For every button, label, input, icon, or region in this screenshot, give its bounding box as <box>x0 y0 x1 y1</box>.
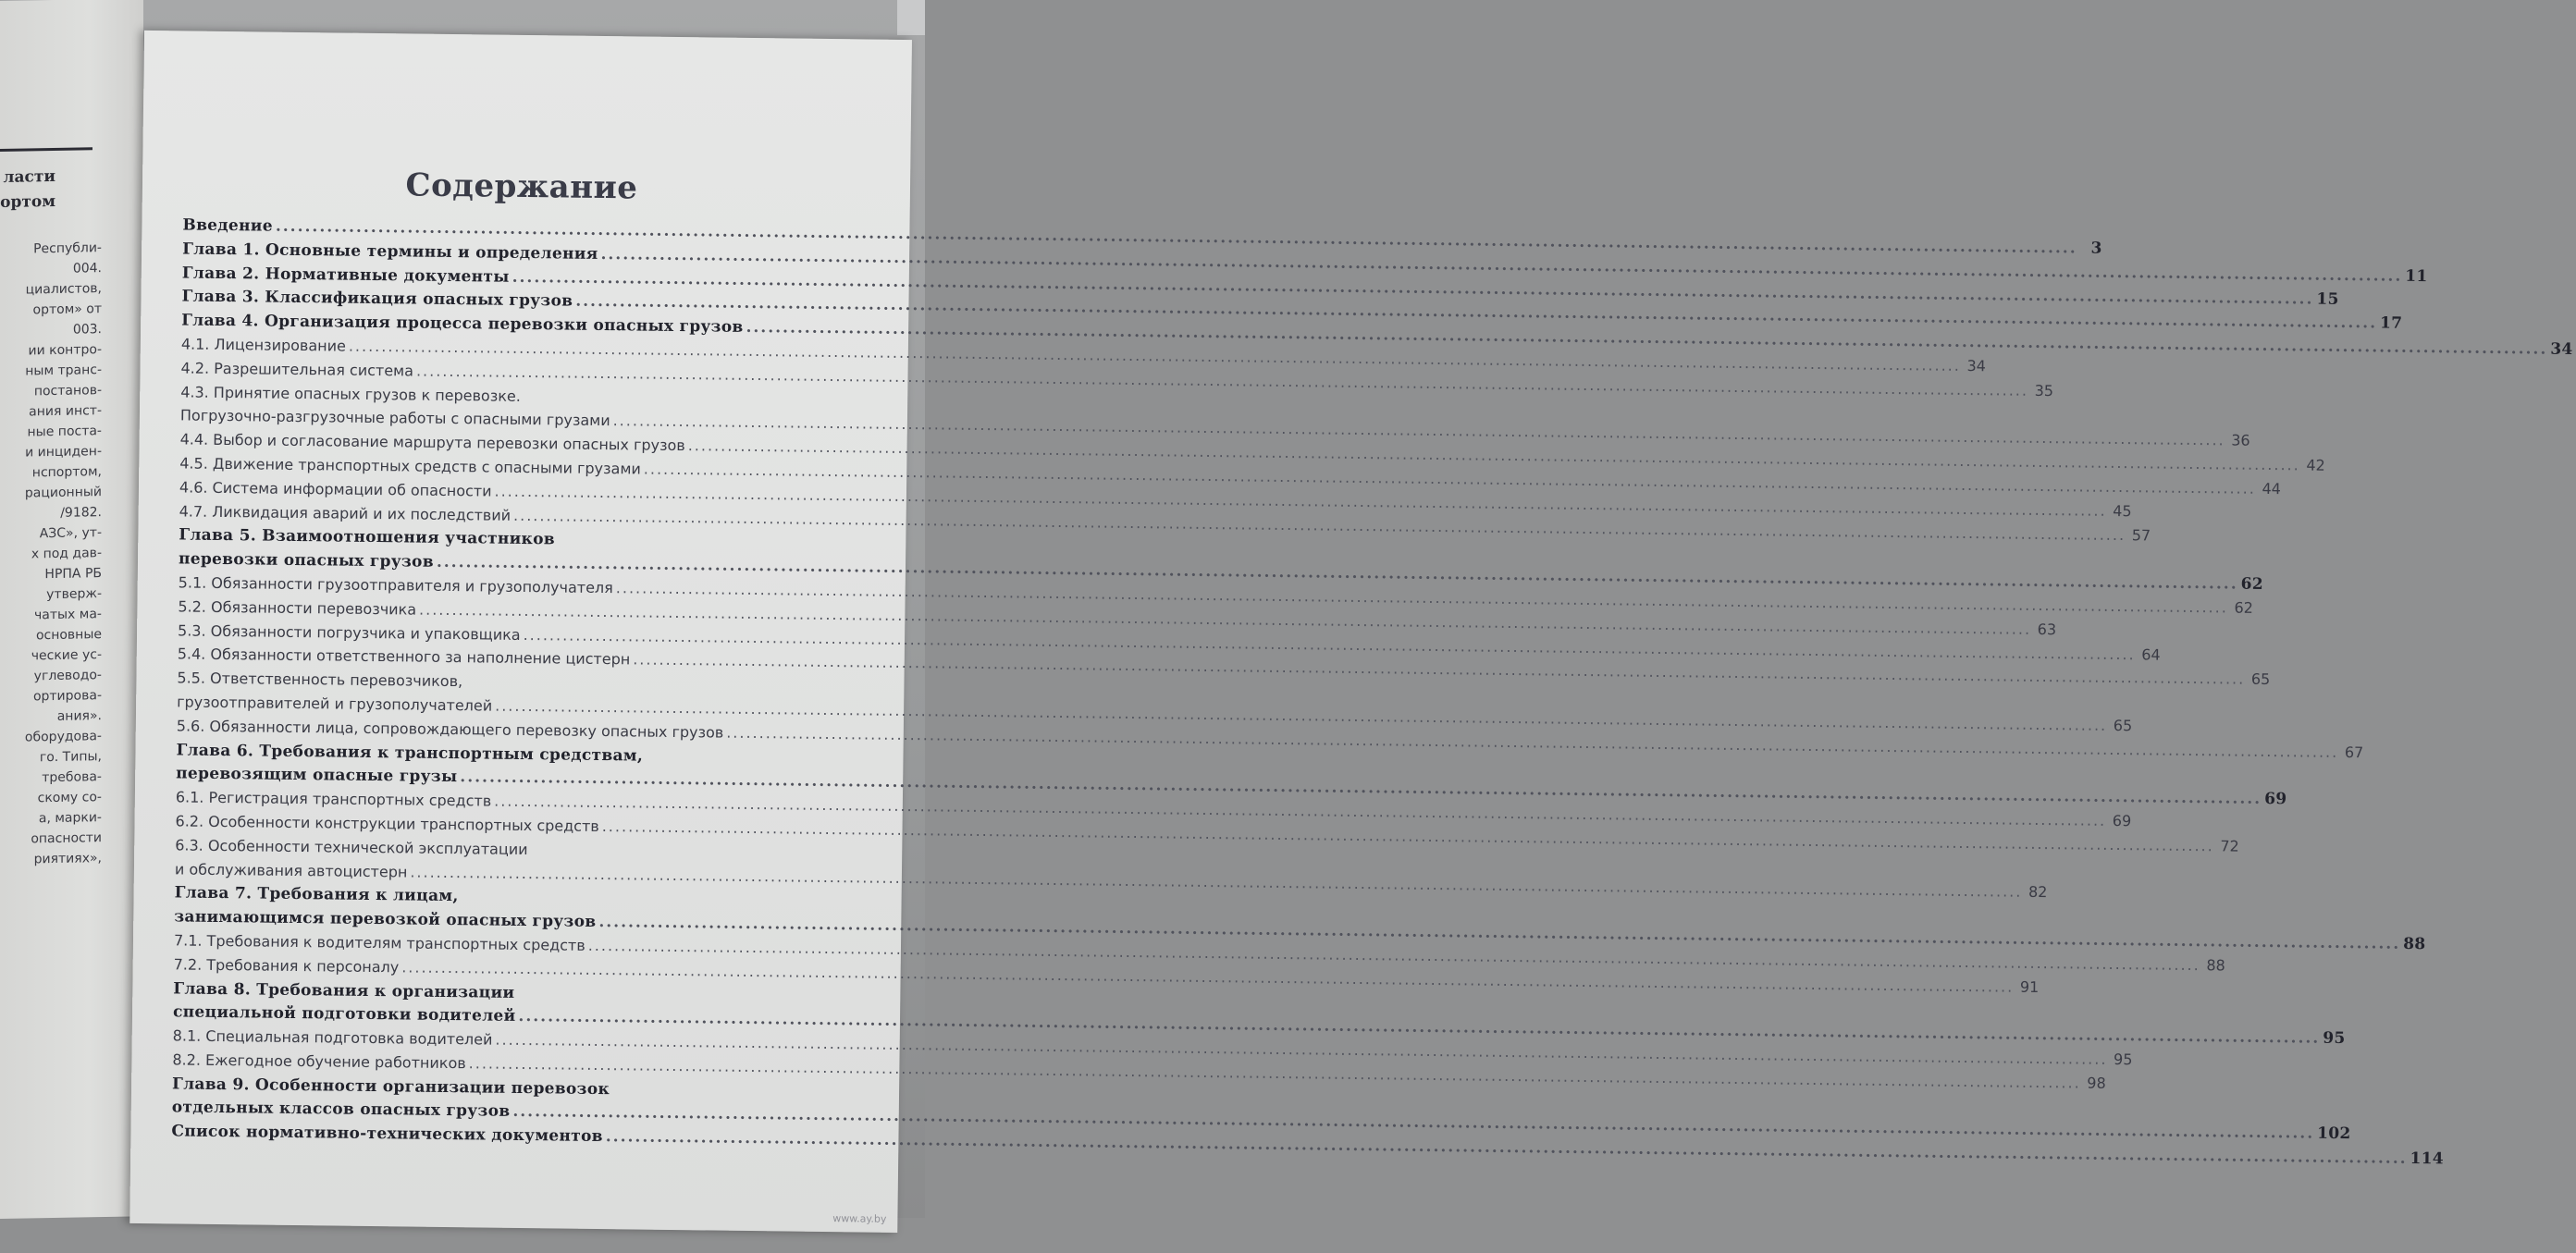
left-page-line: риятиях», <box>33 851 102 867</box>
toc-page-number: 35 <box>2034 381 2054 399</box>
toc-entry-title: 4.4. Выбор и согласование маршрута перевозки опасных грузов <box>179 430 685 455</box>
left-page-line: и инциден- <box>25 444 102 461</box>
toc-page-number: 11 <box>2405 266 2428 286</box>
left-page-line: опасности <box>31 830 102 847</box>
background-corner <box>897 0 925 35</box>
toc-page-number: 42 <box>2306 456 2325 474</box>
left-page-line: постанов- <box>33 383 102 399</box>
toc-entry-title: Глава 9. Особенности организации перевозок <box>171 1075 610 1099</box>
toc-page-number: 36 <box>2231 431 2250 450</box>
left-page-line: скому со- <box>37 790 102 806</box>
toc-page-number: 69 <box>2112 812 2132 830</box>
toc-entry-title: перевозящим опасные грузы <box>176 764 458 787</box>
left-page-line: ания». <box>56 708 102 724</box>
toc-entry-title: 5.3. Обязанности погрузчика и упаковщика <box>177 620 521 644</box>
toc-entry-title: грузоотправителей и грузополучателей <box>177 693 493 715</box>
left-page-rule <box>0 147 92 152</box>
toc-page-number: 95 <box>2113 1050 2133 1069</box>
left-page-line: 003. <box>72 322 102 338</box>
page-title: Содержание <box>405 166 638 207</box>
left-page-line: ные поста- <box>27 424 102 440</box>
toc-page-number: 95 <box>2323 1029 2346 1049</box>
left-page-line: ческие ус- <box>31 647 102 664</box>
toc-entry-title: 7.2. Требования к персоналу <box>173 955 400 977</box>
left-page-line: ортирова- <box>32 688 102 705</box>
toc-page-number: 67 <box>2344 743 2364 762</box>
toc-entry-title: 8.1. Специальная подготовка водителей <box>172 1026 493 1049</box>
toc-page-number: 62 <box>2240 574 2264 595</box>
left-page-line: ным транс- <box>25 362 102 379</box>
toc-entry-title: 4.7. Ликвидация аварий и их последствий <box>179 501 512 524</box>
left-page-line: 004. <box>72 261 102 276</box>
toc-page-number: 98 <box>2087 1074 2106 1092</box>
toc-entry-title: 5.6. Обязанности лица, сопровождающего перевозку опасных грузов <box>176 717 724 742</box>
toc-entry-title: 4.6. Система информации об опасности <box>179 478 492 500</box>
left-page-line: Республи- <box>33 240 102 257</box>
toc-page-number: 15 <box>2316 289 2339 309</box>
left-page-line: оборудова- <box>24 729 102 745</box>
toc-entry-title: отдельных классов опасных грузов <box>171 1098 511 1122</box>
toc-entry-title: перевозки опасных грузов <box>178 549 434 571</box>
toc-entry-title: 5.1. Обязанности грузоотправителя и грузополучателя <box>178 573 613 597</box>
toc-page-number: 17 <box>2379 313 2403 334</box>
left-page-line: /9182. <box>60 505 102 521</box>
toc-entry-title: 4.5. Движение транспортных средств с опасными грузами <box>179 454 641 478</box>
toc-entry-title: Глава 8. Требования к организации <box>173 978 515 1002</box>
toc-page-number: 63 <box>2037 620 2057 638</box>
toc-page-number: 91 <box>2019 977 2040 996</box>
left-page-line: нспортом, <box>31 464 102 481</box>
left-page-text <box>0 238 102 870</box>
left-page-line: основные <box>35 627 102 644</box>
left-page <box>0 0 143 1220</box>
toc-page-number: 64 <box>2141 645 2161 664</box>
toc-entry-title: 4.1. Лицензирование <box>180 335 347 355</box>
toc-page-number: 65 <box>2250 670 2271 689</box>
left-page-line: требова- <box>42 769 102 786</box>
toc-entry-title: 6.3. Особенности технической эксплуатации <box>175 836 528 858</box>
left-page-line: чатых ма- <box>34 607 102 623</box>
toc-page-number: 62 <box>2234 598 2253 617</box>
toc-page-number: 57 <box>2131 525 2151 545</box>
left-page-line: НРПА РБ <box>44 566 102 583</box>
toc-entry-title: Глава 2. Нормативные документы <box>181 264 510 287</box>
left-page-line: углеводо- <box>33 668 102 684</box>
toc-entry-title: 5.5. Ответственность перевозчиков, <box>177 669 463 691</box>
toc-page-number: 114 <box>2410 1149 2445 1169</box>
toc-page-number: 34 <box>1966 357 1987 375</box>
toc-entry-title: и обслуживания автоцистерн <box>174 859 408 880</box>
toc-entry-title: занимающимся перевозкой опасных грузов <box>174 907 597 932</box>
toc-entry-title: 8.2. Ежегодное обучение работников <box>172 1050 466 1073</box>
toc-entry-title: Введение <box>182 215 273 236</box>
table-of-contents <box>171 215 2573 1169</box>
toc-page-number: 102 <box>2317 1124 2351 1144</box>
left-page-line: а, марки- <box>38 810 102 827</box>
left-page-line: х под дав- <box>31 546 102 562</box>
toc-page-number: 69 <box>2264 790 2287 809</box>
left-page-heading <box>0 163 148 215</box>
toc-entry-title: Погрузочно-разгрузочные работы с опасными грузами <box>179 406 610 430</box>
toc-page-number: 88 <box>2206 956 2225 975</box>
left-page-line: рационный <box>24 485 102 501</box>
toc-page-number: 3 <box>2090 239 2102 258</box>
toc-entry-title: 4.2. Разрешительная система <box>180 359 414 380</box>
toc-page-number: 82 <box>2028 882 2048 901</box>
left-page-line: ортом» от <box>32 301 102 318</box>
toc-entry-title: 5.2. Обязанности перевозчика <box>178 597 417 619</box>
toc-entry-title: Глава 7. Требования к лицам, <box>174 883 459 906</box>
toc-page-number: 44 <box>2262 479 2281 498</box>
left-page-line: ания инст- <box>29 403 102 420</box>
toc-entry-title: Список нормативно-технических документов <box>171 1122 603 1147</box>
toc-entry-title: 5.4. Обязанности ответственного за наполнение цистерн <box>177 645 631 669</box>
toc-entry-title: 4.3. Принятие опасных грузов к перевозке. <box>180 383 522 405</box>
contents-page <box>129 31 2573 1233</box>
left-page-line: циалистов, <box>25 281 102 298</box>
left-heading-line: ортом <box>0 191 55 213</box>
toc-entry-title: Глава 5. Взаимоотношения участников <box>179 525 556 549</box>
toc-page-number: 65 <box>2113 716 2133 735</box>
toc-entry-title: 7.1. Требования к водителям транспортных средств <box>173 931 585 954</box>
left-page-line: утверж- <box>46 586 102 603</box>
toc-entry-title: специальной подготовки водителей <box>172 1002 516 1026</box>
left-page-line: АЗС», ут- <box>39 525 102 542</box>
left-page-line: ии контро- <box>28 342 102 359</box>
toc-page-number: 88 <box>2403 934 2426 954</box>
toc-page-number: 45 <box>2113 501 2132 520</box>
toc-entry-title: 6.1. Регистрация транспортных средств <box>175 788 492 810</box>
left-heading-line: ласти <box>3 166 55 187</box>
toc-entry-title: Глава 1. Основные термины и определения <box>182 240 598 264</box>
watermark: www.ay.by <box>832 1212 887 1225</box>
toc-entry-title: 6.2. Особенности конструкции транспортных средств <box>175 812 599 835</box>
toc-entry-title: Глава 4. Организация процесса перевозки опасных грузов <box>181 311 744 338</box>
toc-entry-title: Глава 6. Требования к транспортным средствам, <box>176 740 644 766</box>
toc-page-number: 34 <box>2550 339 2573 360</box>
toc-page-number: 72 <box>2220 837 2239 855</box>
toc-entry-title: Глава 3. Классификация опасных грузов <box>181 287 573 312</box>
left-page-line: го. Типы, <box>39 749 102 766</box>
